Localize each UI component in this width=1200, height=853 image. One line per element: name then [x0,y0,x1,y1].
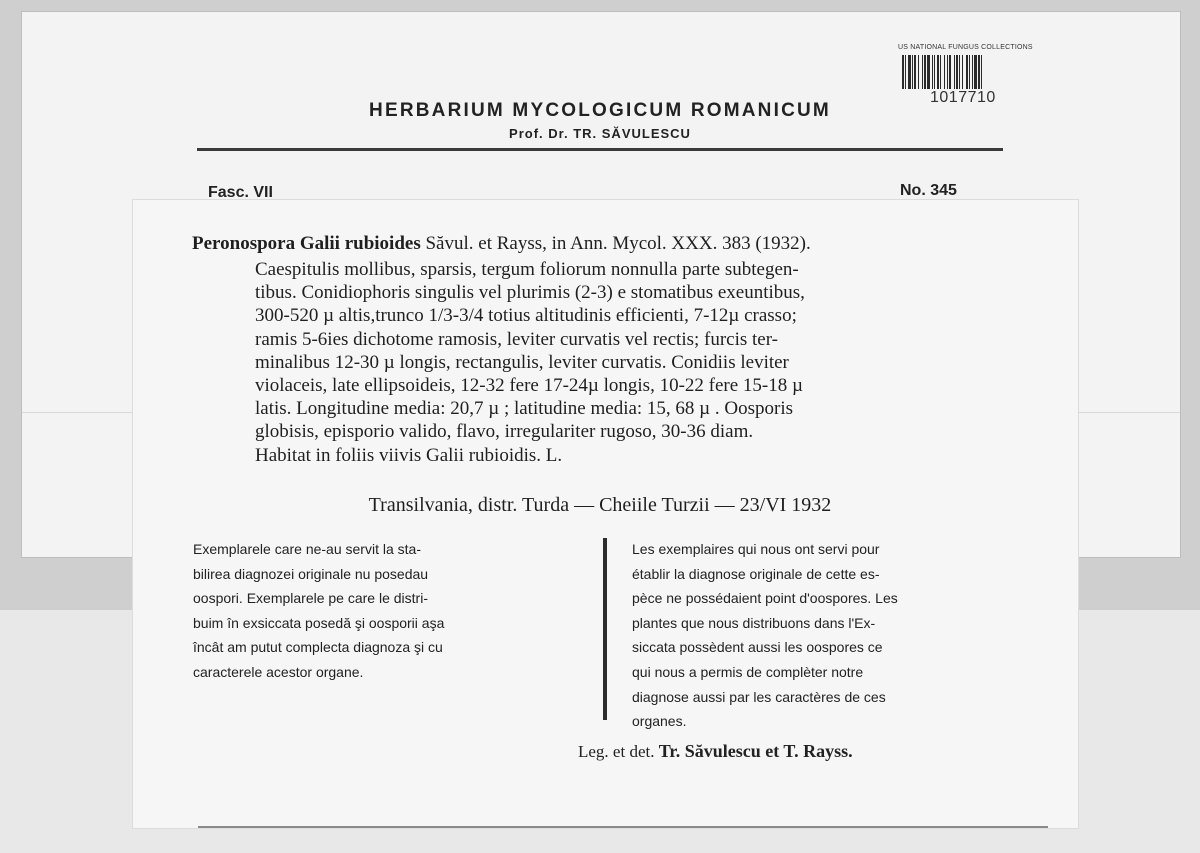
diagnosis-line: violaceis, late ellipsoideis, 12-32 fere 17-24µ longis, 10-22 fere 15-18 µ [255,375,803,397]
column-divider [603,538,607,720]
species-citation: Săvul. et Rayss, in Ann. Mycol. XXX. 383 (1932). [425,233,811,254]
french-note-line: plantes que nous distribuons dans l'Ex- [632,614,876,631]
herbarium-title: HERBARIUM MYCOLOGICUM ROMANICUM [369,100,831,121]
specimen-number: No. 345 [900,182,957,199]
french-note [632,537,1032,734]
french-note-line: Les exemplaires qui nous ont servi pour [632,541,880,557]
romanian-note-line: oospori. Exemplarele pe care le distri- [193,590,428,607]
diagnosis-line: Habitat in foliis viivis Galii rubioidis. L. [255,444,563,466]
herbarium-subtitle: Prof. Dr. TR. SĂVULESCU [509,126,691,141]
romanian-note-line: Exemplarele care ne-au servit la sta- [193,541,421,557]
romanian-note [193,537,588,685]
french-note-line: établir la diagnose originale de cette es- [632,565,880,582]
romanian-note-line: buim în exsiccata posedă şi oosporii aşa [193,614,445,631]
barcode-number: 1017710 [930,89,996,106]
diagnosis-line: ramis 5-6ies dichotome ramosis, leviter curvatis vel rectis; furcis ter- [255,328,779,350]
collector-line [578,741,853,762]
diagnosis-line: Caespitulis mollibus, sparsis, tergum foliorum nonnulla parte subtegen- [255,259,799,280]
label-bottom-rule [198,826,1048,828]
header-rule [197,148,1003,151]
fascicle-label: Fasc. VII [208,184,273,201]
romanian-note-line: bilirea diagnozei originale nu posedau [193,565,429,582]
collector-prefix: Leg. et det. [578,742,655,761]
french-note-line: pèce ne possédaient point d'oospores. Les [632,590,898,607]
collector-names: Tr. Săvulescu et T. Rayss. [658,741,853,761]
diagnosis-line: globisis, episporio valido, flavo, irregulariter rugoso, 30-36 diam. [255,421,754,443]
diagnosis-line: tibus. Conidiophoris singulis vel plurimis (2-3) e stomatibus exeuntibus, [255,282,805,304]
species-heading [192,233,811,255]
french-note-line: qui nous a permis de complèter notre [632,663,864,680]
barcode-caption: US NATIONAL FUNGUS COLLECTIONS [898,44,1033,51]
french-note-line: siccata possèdent aussi les oospores ce [632,639,883,656]
french-note-line: diagnose aussi par les caractères de ces [632,688,886,705]
species-name: Peronospora Galii rubioides [192,233,421,254]
diagnosis-line: latis. Longitudine media: 20,7 µ ; latitudine media: 15, 68 µ . Oosporis [255,398,793,420]
french-note-line: organes. [632,713,687,730]
barcode-stripe [982,55,984,89]
romanian-note-line: caracterele acestor organe. [193,663,364,680]
latin-diagnosis [255,258,1015,467]
diagnosis-line: minalibus 12-30 µ longis, rectangulis, leviter curvatis. Conidiis leviter [255,351,789,373]
romanian-note-line: încât am putut complecta diagnoza şi cu [193,639,443,656]
collection-locality: Transilvania, distr. Turda — Cheiile Turzii — 23/VI 1932 [368,494,832,516]
barcode-bars [902,55,1034,89]
diagnosis-line: 300-520 µ altis,trunco 1/3-3/4 totius altitudinis efficienti, 7-12µ crasso; [255,305,797,327]
barcode-label [898,44,1040,108]
